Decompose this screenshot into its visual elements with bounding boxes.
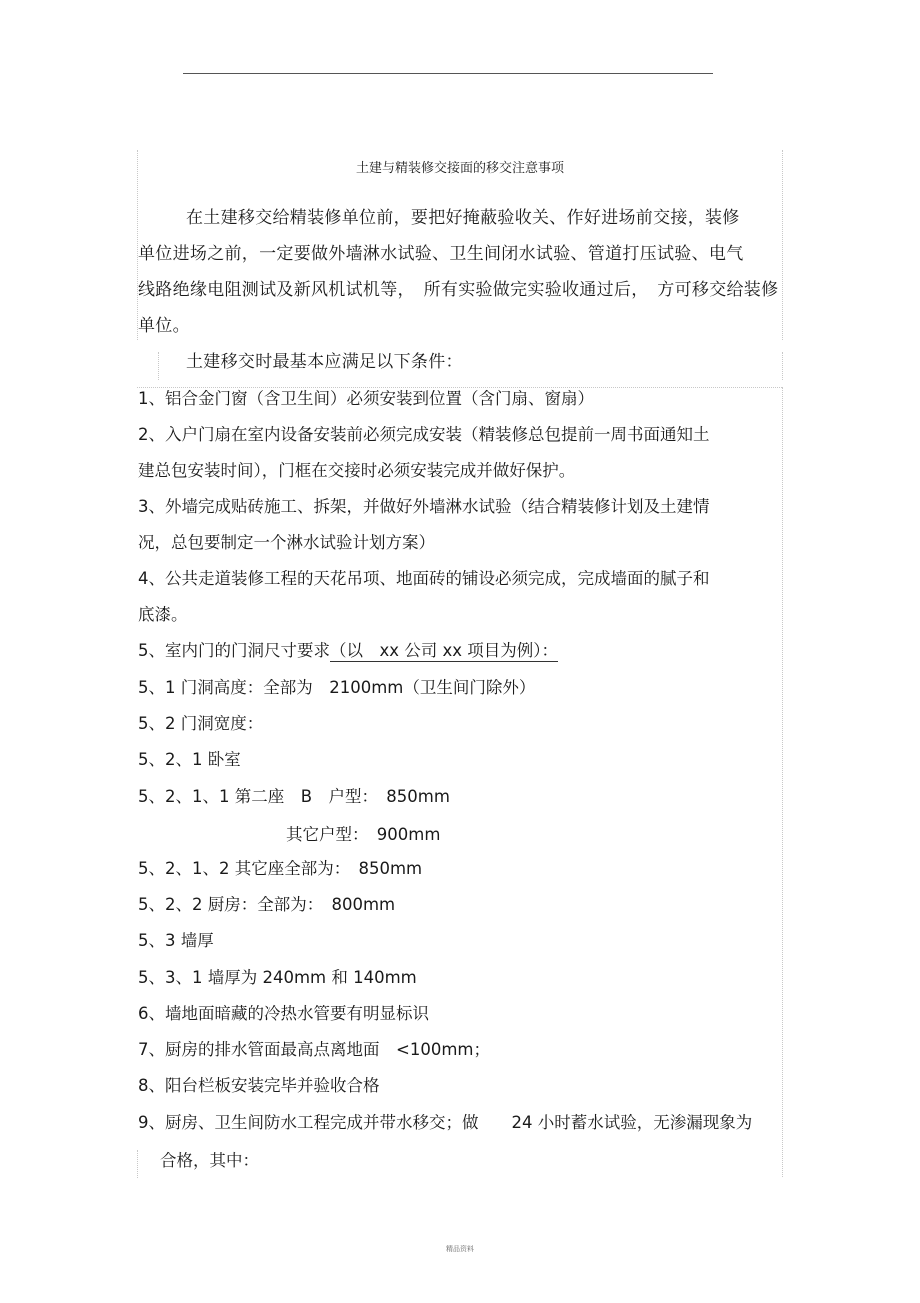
sub-item: 5、2、1、1 第二座 B 户型： 850mm <box>138 787 450 806</box>
intro-line: 在土建移交给精装修单位前，要把好掩蔽验收关、作好进场前交接，装修 <box>186 208 740 228</box>
sub-item: 5、2、1、2 其它座全部为： 850mm <box>138 859 423 878</box>
table-border-right <box>782 387 783 1177</box>
table-border-right <box>782 150 783 340</box>
intro-line: 单位进场之前，一定要做外墙淋水试验、卫生间闭水试验、管道打压试验、电气 <box>138 244 744 264</box>
table-border-right <box>782 352 783 380</box>
list-item: 建总包安装时间），门框在交接时必须安装完成并做好保护。 <box>138 461 576 480</box>
document-title: 土建与精装修交接面的移交注意事项 <box>355 161 564 176</box>
intro-line: 线路绝缘电阻测试及新风机试机等， 所有实验做完实验收通过后， 方可移交给装修 <box>138 280 779 300</box>
list-item: 合格，其中： <box>160 1151 259 1170</box>
sub-item: 5、2 门洞宽度： <box>138 714 264 733</box>
list-item: 况，总包要制定一个淋水试验计划方案） <box>138 533 435 552</box>
sub-item: 5、3 墙厚 <box>138 931 214 950</box>
list-item: 4、公共走道装修工程的天花吊项、地面砖的铺设必须完成，完成墙面的腻子和 <box>138 569 710 588</box>
list-item: 6、墙地面暗藏的冷热水管要有明显标识 <box>138 1004 429 1023</box>
sub-item: 5、3、1 墙厚为 240mm 和 140mm <box>138 968 417 987</box>
header-rule <box>183 73 713 74</box>
list-item: 底漆。 <box>138 605 188 624</box>
table-border-left <box>137 1150 138 1178</box>
intro-line: 单位。 <box>138 316 190 336</box>
table-border-left <box>158 352 159 380</box>
list-item: 7、厨房的排水管面最高点离地面 <100mm； <box>138 1040 490 1059</box>
sub-item: 5、2、1 卧室 <box>138 750 241 769</box>
list-item: 8、阳台栏板安装完毕并验收合格 <box>138 1076 380 1095</box>
list-item: 3、外墙完成贴砖施工、拆架，并做好外墙淋水试验（结合精装修计划及土建情 <box>138 497 710 516</box>
page-footer: 精品资料 <box>446 1245 474 1253</box>
conditions-heading: 土建移交时最基本应满足以下条件： <box>186 352 463 372</box>
list-item: 1、铝合金门窗（含卫生间）必须安装到位置（含门扇、窗扇） <box>138 389 594 408</box>
sub-item: 5、1 门洞高度：全部为 2100mm（卫生间门除外） <box>138 678 536 697</box>
list-item-5-example: （以 xx 公司 xx 项目为例）： <box>330 641 559 660</box>
list-item: 9、厨房、卫生间防水工程完成并带水移交；做 24 小时蓄水试验，无渗漏现象为 <box>138 1113 753 1132</box>
sub-item: 5、2、2 厨房：全部为： 800mm <box>138 895 396 914</box>
list-item-5-label: 5、室内门的门洞尺寸要求 <box>138 641 330 660</box>
list-item: 2、入户门扇在室内设备安装前必须完成安装（精装修总包提前一周书面通知土 <box>138 425 710 444</box>
list-item-5 <box>138 640 558 662</box>
sub-item: 其它户型： 900mm <box>286 825 441 844</box>
